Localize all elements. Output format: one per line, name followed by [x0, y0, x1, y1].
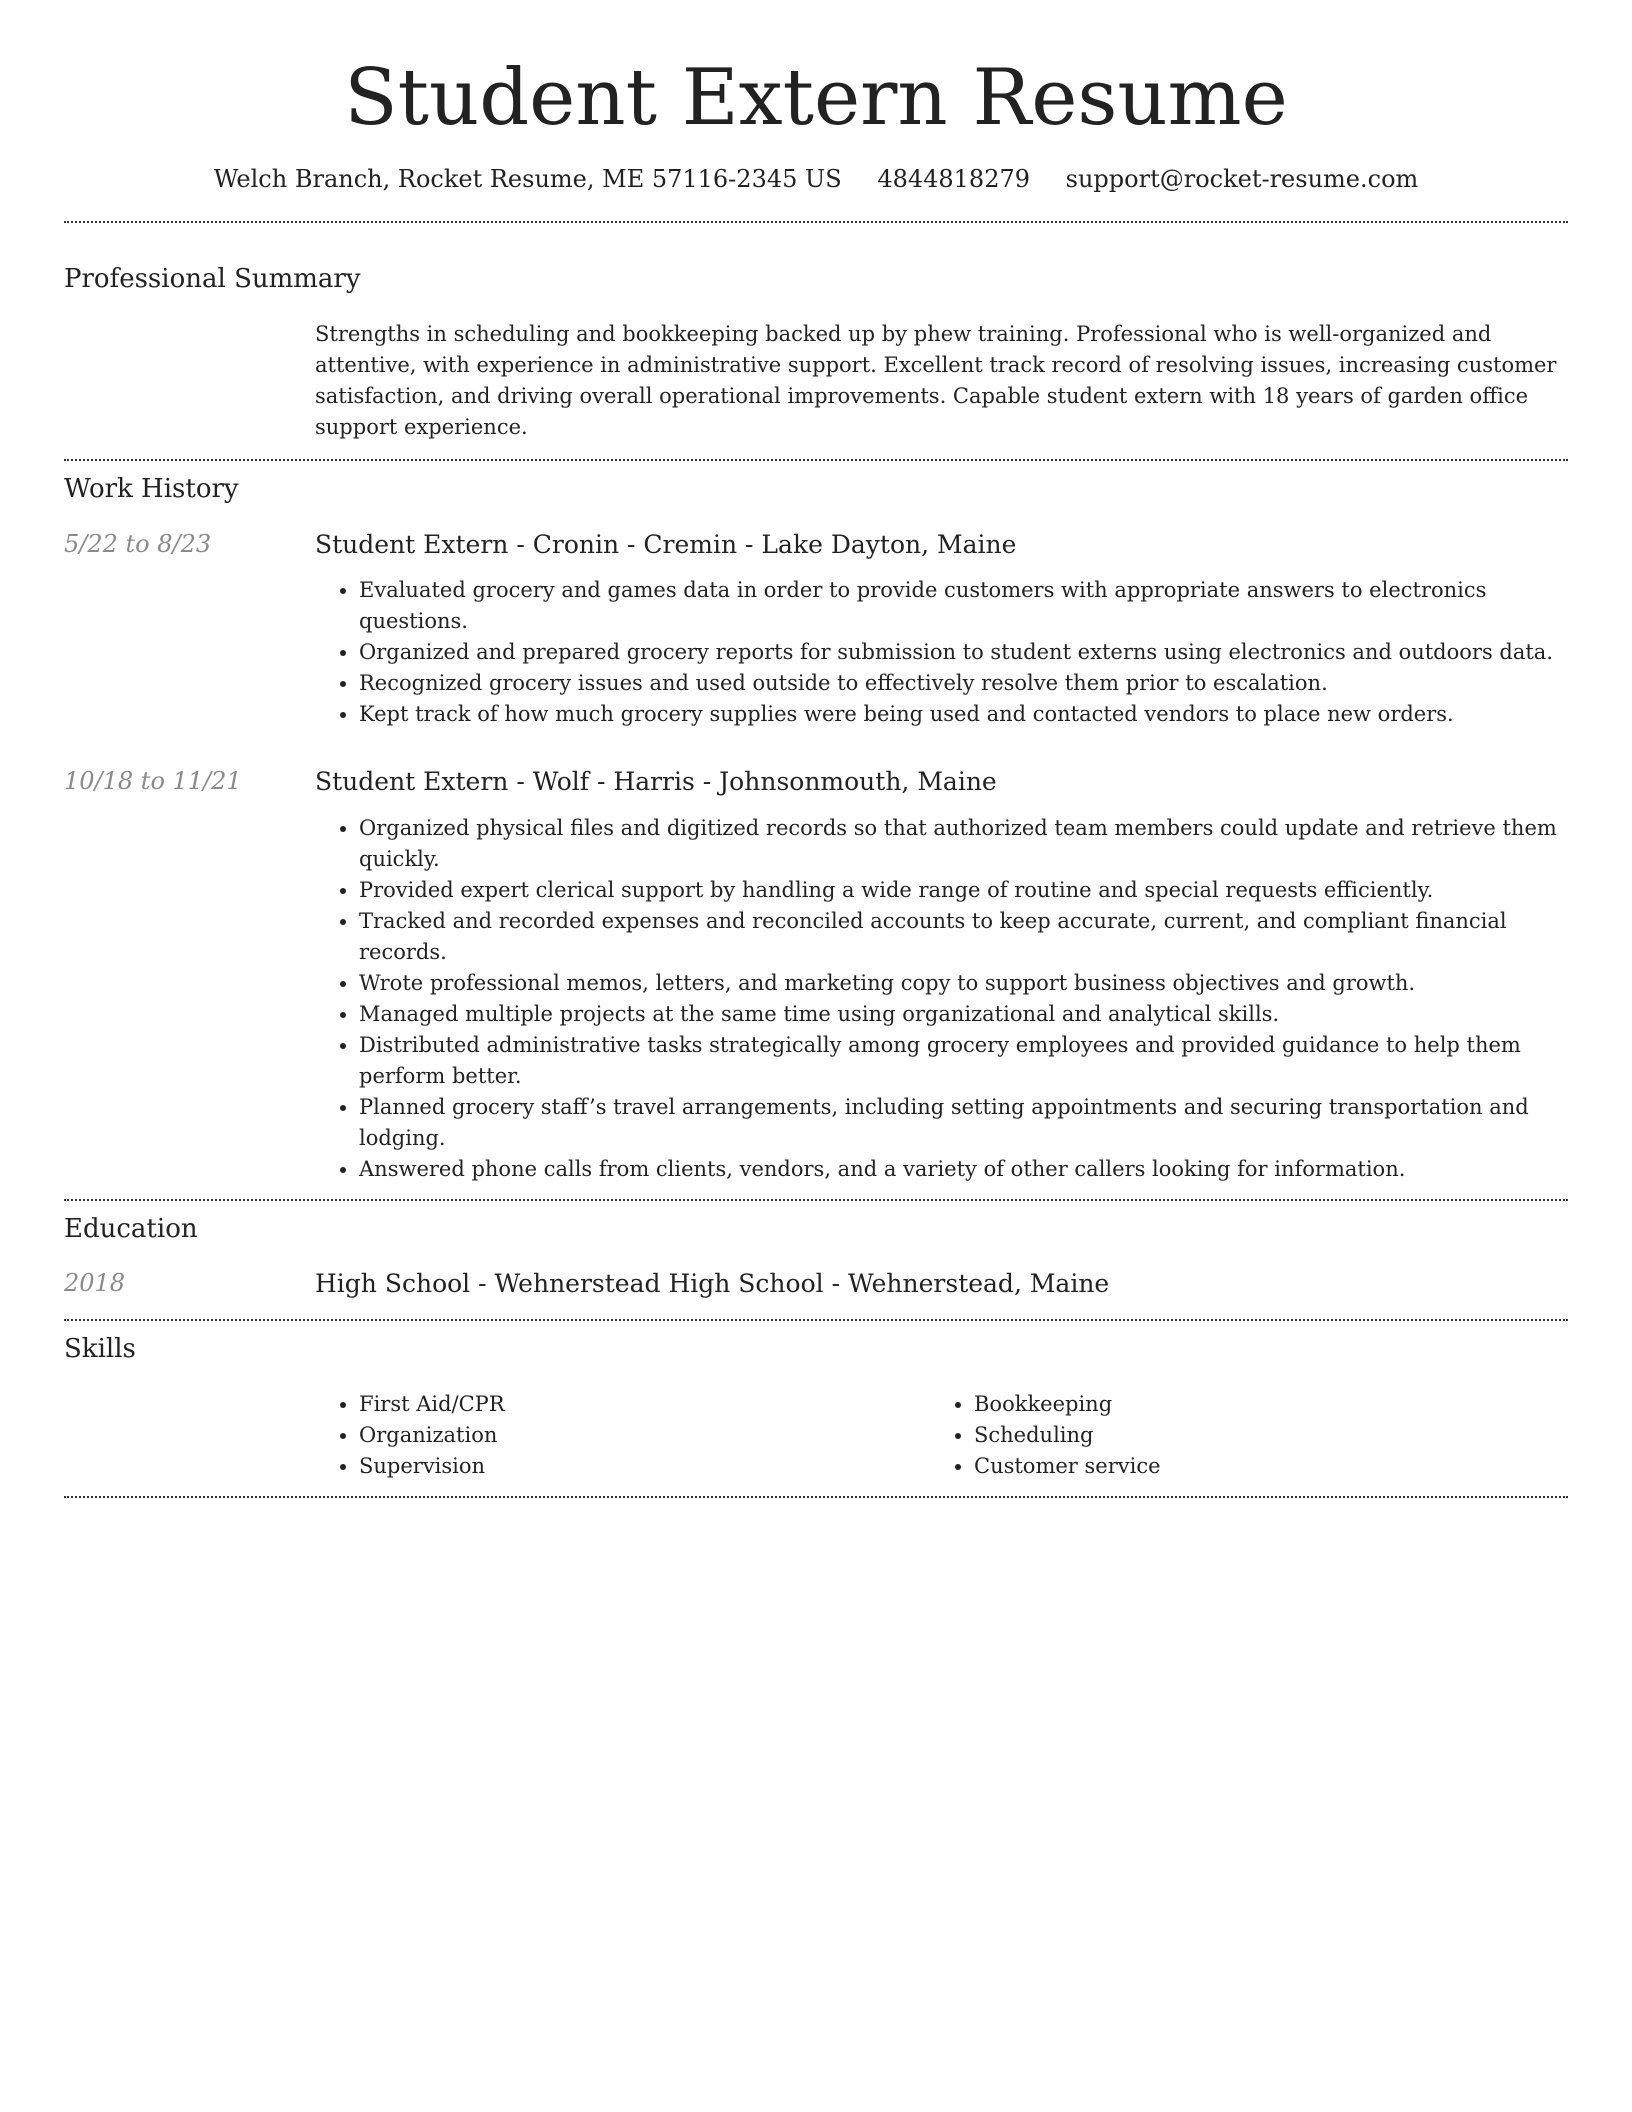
contact-address: Welch Branch, Rocket Resume, ME 57116-2345 US [213, 164, 842, 193]
section-divider [64, 459, 1568, 461]
skill-item: • Bookkeeping [974, 1389, 1545, 1420]
job-bullet: • Recognized grocery issues and used outside to effectively resolve them prior to escalation. [359, 668, 1568, 699]
job-entry [64, 766, 1568, 1185]
contact-email: support@rocket-resume.com [1065, 164, 1419, 193]
skill-item: • Customer service [974, 1451, 1545, 1482]
contact-phone: 4844818279 [877, 164, 1031, 193]
skills-row [64, 1389, 1568, 1482]
job-title: Student Extern - Cronin - Cremin - Lake Dayton, Maine [315, 529, 1017, 559]
job-bullet: • Managed multiple projects at the same time using organizational and analytical skills. [359, 999, 1568, 1030]
job-details [315, 529, 1568, 731]
job-bullet: • Wrote professional memos, letters, and marketing copy to support business objectives and growth. [359, 968, 1568, 999]
summary-text: Strengths in scheduling and bookkeeping backed up by phew training. Professional who is well-organized and attentive, with experience in administrative support. Excellent track record of resolving issues, increasing customer satisfaction, and driving overall operational improvements. Capable student extern with 18 years of garden office support experience. [315, 321, 1557, 439]
job-bullet: • Kept track of how much grocery supplies were being used and contacted vendors to place new orders. [359, 699, 1568, 730]
education-title: High School - Wehnerstead High School - Wehnerstead, Maine [315, 1269, 1110, 1299]
skills-list-right [930, 1389, 1545, 1482]
skills-heading: Skills [64, 1333, 136, 1364]
skill-item: • Organization [359, 1420, 930, 1451]
page-title: Student Extern Resume [344, 53, 1288, 143]
education-entry [64, 1268, 1568, 1301]
work-history-heading: Work History [64, 473, 239, 504]
section-divider [64, 221, 1568, 223]
job-bullet: • Distributed administrative tasks strategically among grocery employees and provided guidance to help them perform better. [359, 1030, 1568, 1092]
skill-item: • Supervision [359, 1451, 930, 1482]
job-bullet: • Evaluated grocery and games data in order to provide customers with appropriate answers to electronics questions. [359, 575, 1568, 637]
job-bullet: • Answered phone calls from clients, vendors, and a variety of other callers looking for information. [359, 1154, 1568, 1185]
summary-heading: Professional Summary [64, 263, 361, 294]
section-divider [64, 1319, 1568, 1321]
education-date: 2018 [64, 1269, 126, 1298]
job-bullet: • Planned grocery staff’s travel arrangements, including setting appointments and securing transportation and lodging. [359, 1092, 1568, 1154]
skill-item: • Scheduling [974, 1420, 1545, 1451]
skills-grid [315, 1389, 1568, 1482]
skills-list-left [315, 1389, 930, 1482]
job-dates: 5/22 to 8/23 [64, 529, 212, 558]
job-details [315, 766, 1568, 1185]
contact-info [64, 164, 1568, 195]
section-divider [64, 1199, 1568, 1201]
education-dates-col [64, 1268, 315, 1299]
job-entry [64, 529, 1568, 731]
education-heading: Education [64, 1213, 198, 1244]
section-divider [64, 1496, 1568, 1498]
job-bullet: • Tracked and recorded expenses and reconciled accounts to keep accurate, current, and compliant financial records. [359, 906, 1568, 968]
summary-body [315, 319, 1568, 443]
job-dates-col [64, 529, 315, 560]
job-bullet: • Provided expert clerical support by handling a wide range of routine and special requests efficiently. [359, 875, 1568, 906]
resume-page [64, 0, 1568, 1498]
job-title: Student Extern - Wolf - Harris - Johnsonmouth, Maine [315, 767, 997, 797]
job-bullets [315, 813, 1568, 1185]
summary-row [64, 319, 1568, 443]
job-dates: 10/18 to 11/21 [64, 767, 242, 796]
education-details [315, 1268, 1568, 1301]
job-bullet: • Organized physical files and digitized records so that authorized team members could update and retrieve them quickly. [359, 813, 1568, 875]
job-bullet: • Organized and prepared grocery reports for submission to student externs using electronics and outdoors data. [359, 637, 1568, 668]
job-dates-col [64, 766, 315, 797]
skill-item: • First Aid/CPR [359, 1389, 930, 1420]
job-bullets [315, 575, 1568, 730]
